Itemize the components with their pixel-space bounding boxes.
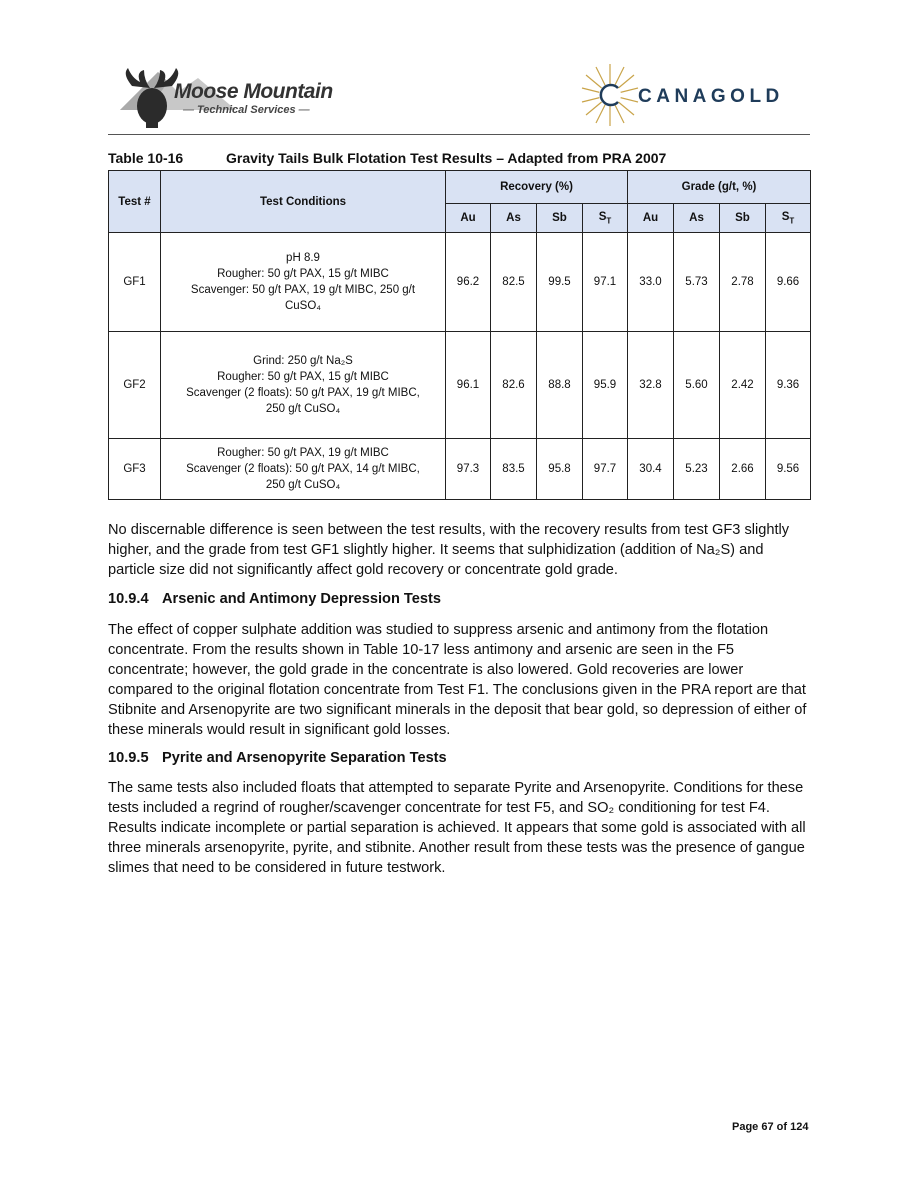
table-row [109,233,811,332]
condition-line: Scavenger (2 floats): 50 g/t PAX, 19 g/t MIBC, [186,387,420,399]
cell-value: 2.78 [720,233,766,332]
cell-value: 95.8 [537,439,583,500]
condition-line: Rougher: 50 g/t PAX, 19 g/t MIBC [217,447,389,459]
header-divider [108,134,810,135]
cell-value: 32.8 [628,332,674,439]
page-number: Page 67 of 124 [732,1121,809,1133]
header-grade: Grade (g/t, %) [628,171,811,204]
canagold-wordmark: CANAGOLD [638,86,784,107]
cell-value: 99.5 [537,233,583,332]
canagold-logo [580,60,810,130]
cell-conditions [161,233,446,332]
section-title: Arsenic and Antimony Depression Tests [162,591,441,607]
cell-test: GF3 [109,439,161,500]
cell-value: 5.23 [674,439,720,500]
section-number: 10.9.4 [108,591,149,607]
condition-line: pH 8.9 [286,252,320,264]
cell-value: 5.73 [674,233,720,332]
paragraph-pyrite-arsenopyrite: The same tests also included floats that attempted to separate Pyrite and Arsenopyrite. Conditions for these tests included a regrind of rougher/scavenger concentrate for test F5, and SO₂ conditioning for test F4. Results indicate incomplete or partial separation is achieved. It appears that some gold is associated with all three minerals arsenopyrite, pyrite, and stibnite. Another result from these tests was the presence of gangue slimes that need to be considered in future testwork. [108,780,806,876]
section-heading-arsenic-antimony [108,591,441,607]
subheader-as-grade: As [674,204,720,233]
section-number: 10.9.5 [108,750,149,766]
cell-value: 9.36 [766,332,811,439]
subheader-au-grade: Au [628,204,674,233]
subheader-st-grade: $S_T$ [766,204,811,233]
logo-subtitle: — Technical Services — [180,104,313,116]
header-recovery: Recovery (%) [446,171,628,204]
header-conditions: Test Conditions [161,171,446,233]
table-row [109,332,811,439]
page-header [108,58,810,138]
flotation-results-table [108,170,811,500]
subheader-sb-recovery: Sb [537,204,583,233]
condition-line: Rougher: 50 g/t PAX, 15 g/t MIBC [217,371,389,383]
condition-line: Scavenger (2 floats): 50 g/t PAX, 14 g/t MIBC, [186,463,420,475]
condition-line: 250 g/t CuSO₄ [265,479,341,491]
cell-value: 82.5 [491,233,537,332]
header-test: Test # [109,171,161,233]
table-title: Gravity Tails Bulk Flotation Test Results – Adapted from PRA 2007 [226,150,667,166]
section-title: Pyrite and Arsenopyrite Separation Tests [162,750,447,766]
cell-value: 30.4 [628,439,674,500]
logo-title: Moose Mountain [174,80,333,103]
cell-value: 9.56 [766,439,811,500]
condition-line: Scavenger: 50 g/t PAX, 19 g/t MIBC, 250 g/t [190,284,416,296]
cell-value: 82.6 [491,332,537,439]
cell-test: GF1 [109,233,161,332]
cell-value: 2.42 [720,332,766,439]
cell-value: 88.8 [537,332,583,439]
cell-value: 96.1 [446,332,491,439]
section-heading-pyrite-arsenopyrite [108,750,447,766]
cell-value: 2.66 [720,439,766,500]
table-caption [108,150,810,166]
condition-line: 250 g/t CuSO₄ [265,403,341,415]
paragraph-results-discussion: No discernable difference is seen between the test results, with the recovery results from test GF3 slightly higher, and the grade from test GF1 slightly higher. It seems that sulphidization (addition of Na₂S) and particle size did not significantly affect gold recovery or concentrate gold grade. [108,522,790,578]
cell-value: 96.2 [446,233,491,332]
cell-test: GF2 [109,332,161,439]
sunburst-icon [580,60,640,130]
table-number: Table 10-16 [108,150,184,166]
cell-value: 97.7 [583,439,628,500]
cell-value: 5.60 [674,332,720,439]
condition-line: Grind: 250 g/t Na₂S [253,355,353,367]
subheader-au-recovery: Au [446,204,491,233]
cell-value: 97.1 [583,233,628,332]
cell-value: 95.9 [583,332,628,439]
subheader-st-recovery: $S_T$ [583,204,628,233]
paragraph-arsenic-antimony: The effect of copper sulphate addition was studied to suppress arsenic and antimony from the flotation concentrate. From the results shown in Table 10-17 less antimony and arsenic are seen in the F5 concentrate; however, the gold grade in the concentrate is also lowered. Gold recoveries are lower compared to the original flotation concentrate from Test F1. The conclusions given in the PRA report are that Stibnite and Arsenopyrite are two significant minerals in the deposit that bear gold, so depression of either of these minerals would result in significant gold losses. [108,622,807,738]
cell-conditions [161,332,446,439]
condition-line: CuSO₄ [284,300,321,312]
cell-value: 33.0 [628,233,674,332]
cell-value: 9.66 [766,233,811,332]
cell-value: 97.3 [446,439,491,500]
subheader-as-recovery: As [491,204,537,233]
condition-line: Rougher: 50 g/t PAX, 15 g/t MIBC [217,268,389,280]
cell-conditions [161,439,446,500]
moose-mountain-logo [118,64,358,130]
table-row [109,439,811,500]
subheader-sb-grade: Sb [720,204,766,233]
cell-value: 83.5 [491,439,537,500]
